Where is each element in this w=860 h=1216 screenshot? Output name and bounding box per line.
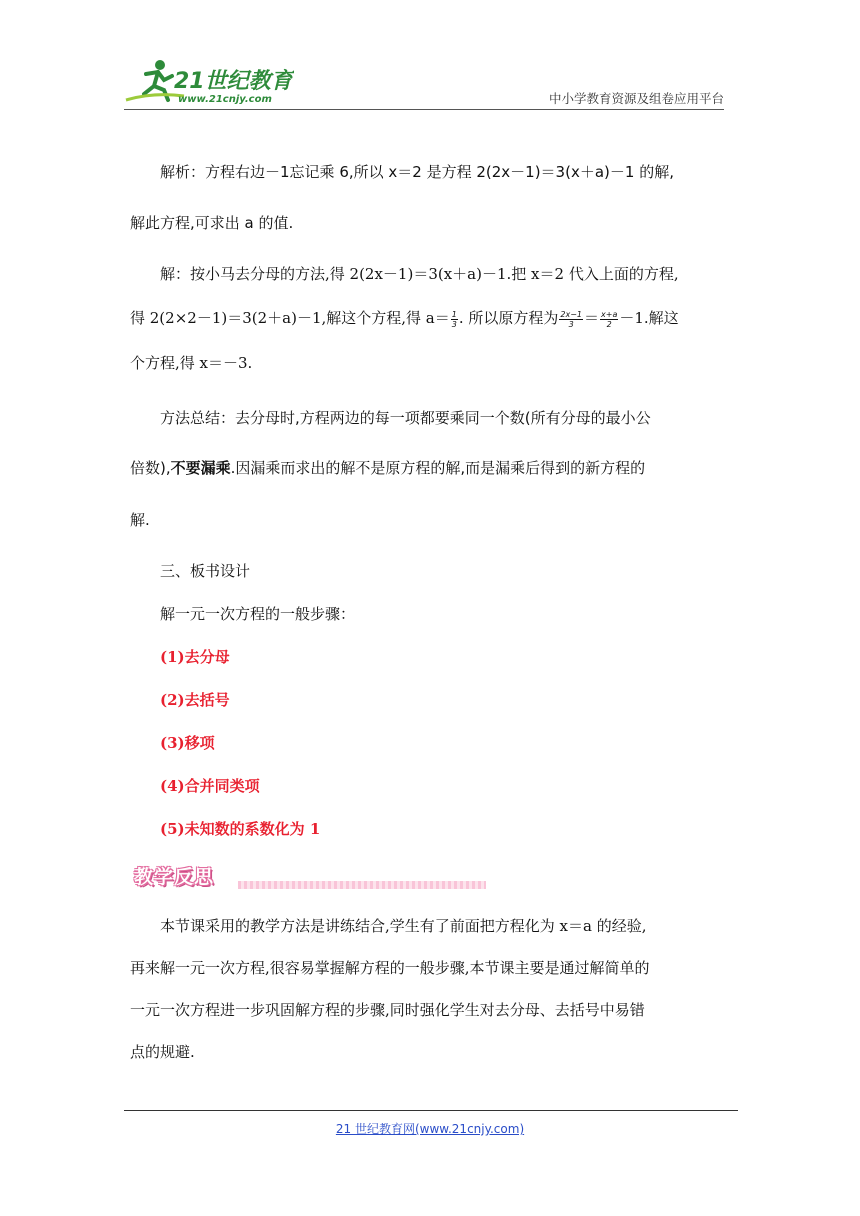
page-header — [0, 0, 860, 112]
logo — [124, 56, 294, 108]
fraction-c — [600, 310, 618, 329]
header-divider — [124, 109, 724, 110]
fraction-b-denominator: 3 — [568, 319, 574, 329]
board-step-2: (2)去括号 — [160, 691, 230, 709]
solution-line-2-part-b: . 所以原方程为 — [458, 309, 559, 327]
banner-decoration — [238, 881, 486, 889]
reflection-line-2: 再来解一元一次方程,很容易掌握解方程的一般步骤,本节课主要是通过解简单的 — [130, 959, 650, 977]
reflection-banner — [128, 858, 488, 894]
fraction-a-denominator: 3 — [451, 319, 457, 329]
logo-url-text: www.21cnjy.com — [178, 94, 272, 105]
reflection-line-4: 点的规避. — [130, 1043, 195, 1061]
solution-line-3: 个方程,得 x＝－3. — [130, 354, 253, 372]
board-step-3: (3)移项 — [160, 734, 215, 752]
summary-emphasis: 不要漏乘 — [170, 459, 231, 477]
solution-line-2-part-a: 得 2(2×2－1)＝3(2＋a)－1,解这个方程,得 a＝ — [130, 309, 450, 327]
footer-divider — [124, 1110, 738, 1111]
summary-line-2-part-b: .因漏乘而求出的解不是原方程的解,而是漏乘后得到的新方程的 — [230, 459, 646, 477]
reflection-banner-text: 教学反思 — [134, 866, 215, 888]
analysis-line-1: 解析：方程右边－1忘记乘 6,所以 x＝2 是方程 2(2x－1)＝3(x＋a)－1 的解, — [160, 163, 674, 181]
fraction-c-denominator: 2 — [606, 319, 612, 329]
summary-line-1: 方法总结：去分母时,方程两边的每一项都要乘同一个数(所有分母的最小公 — [160, 409, 651, 427]
summary-line-3: 解. — [130, 511, 150, 529]
board-step-1: (1)去分母 — [160, 648, 230, 666]
board-step-4: (4)合并同类项 — [160, 777, 260, 795]
fraction-a — [451, 310, 458, 329]
platform-name: 中小学教育资源及组卷应用平台 — [548, 91, 724, 106]
analysis-line-2: 解此方程,可求出 a 的值. — [130, 214, 294, 232]
fraction-b-numerator: 2x−1 — [560, 309, 583, 319]
board-heading: 三、板书设计 — [160, 562, 251, 580]
summary-line-2 — [130, 456, 730, 480]
fraction-b — [559, 310, 583, 329]
solution-line-1: 解：按小马去分母的方法,得 2(2x－1)＝3(x＋a)－1.把 x＝2 代入上面的方程, — [160, 265, 679, 283]
fraction-c-numerator: x+a — [601, 309, 618, 319]
footer-link[interactable]: 21 世纪教育网(www.21cnjy.com) — [335, 1122, 525, 1136]
logo-brand-text: 21世纪教育 — [174, 69, 293, 94]
solution-line-2 — [130, 306, 730, 330]
board-intro: 解一元一次方程的一般步骤： — [160, 605, 356, 623]
reflection-line-1: 本节课采用的教学方法是讲练结合,学生有了前面把方程化为 x＝a 的经验, — [160, 917, 647, 935]
fraction-a-numerator: 1 — [451, 309, 457, 319]
board-step-5: (5)未知数的系数化为 1 — [160, 820, 321, 838]
solution-line-2-part-d: －1.解这 — [619, 309, 679, 327]
solution-line-2-part-c: ＝ — [584, 309, 600, 327]
reflection-line-3: 一元一次方程进一步巩固解方程的步骤,同时强化学生对去分母、去括号中易错 — [130, 1001, 645, 1019]
summary-line-2-part-a: 倍数), — [130, 459, 171, 477]
